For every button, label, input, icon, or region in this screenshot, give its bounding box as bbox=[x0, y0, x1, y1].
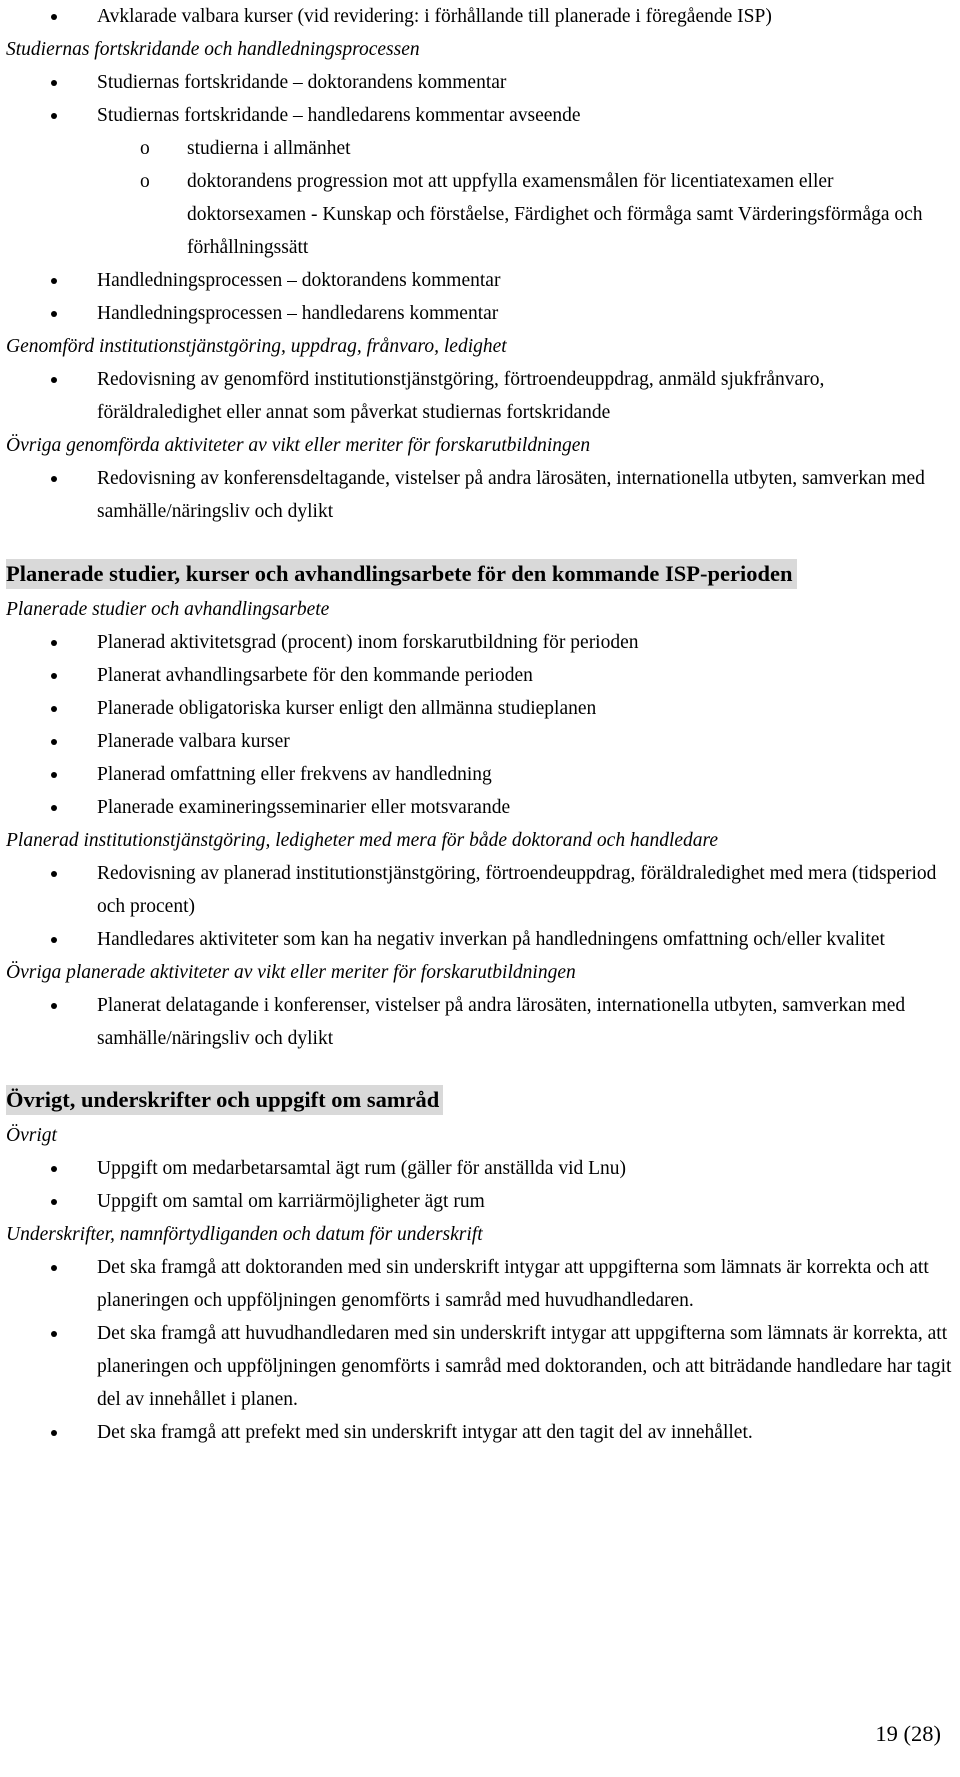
misc-list bbox=[6, 1152, 952, 1218]
sub-list-item bbox=[6, 165, 952, 264]
misc-section bbox=[6, 1119, 952, 1218]
planned-studies-list bbox=[6, 626, 952, 824]
planned-section-title-wrap bbox=[6, 559, 952, 593]
list-item: Det ska framgå att doktoranden med sin underskrift intygar att uppgifterna som lämnats är korrekta och att planeringen och uppföljningen genomförts i samråd med huvudhandledaren. bbox=[6, 1251, 952, 1317]
list-item: Planerade obligatoriska kurser enligt den allmänna studieplanen bbox=[6, 692, 952, 725]
list-item: Redovisning av genomförd institutionstjänstgöring, förtroendeuppdrag, anmäld sjukfrånvaro, föräldraledighet eller annat som påverkat studiernas fortskridande bbox=[6, 363, 952, 429]
planned-studies-heading: Planerade studier och avhandlingsarbete bbox=[6, 599, 330, 620]
list-item: Det ska framgå att prefekt med sin underskrift intygar att den tagit del av innehållet. bbox=[6, 1416, 952, 1449]
intro-section bbox=[6, 0, 952, 33]
list-item: Handledningsprocessen – doktorandens kommentar bbox=[6, 264, 952, 297]
planned-service-list bbox=[6, 857, 952, 956]
list-item: Planerat avhandlingsarbete för den kommande perioden bbox=[6, 659, 952, 692]
service-section bbox=[6, 330, 952, 429]
intro-list bbox=[6, 0, 952, 33]
planned-other-section bbox=[6, 956, 952, 1055]
list-item: Studiernas fortskridande – doktorandens kommentar bbox=[6, 66, 952, 99]
planned-service-heading: Planerad institutionstjänstgöring, ledigheter med mera för både doktorand och handledare bbox=[6, 830, 719, 851]
sub-bullet-marker: o bbox=[140, 171, 150, 192]
progress-section bbox=[6, 33, 952, 330]
list-item: Planerad aktivitetsgrad (procent) inom forskarutbildning för perioden bbox=[6, 626, 952, 659]
list-item: Uppgift om samtal om karriärmöjligheter ägt rum bbox=[6, 1185, 952, 1218]
misc-heading: Övrigt bbox=[6, 1125, 57, 1146]
progress-heading: Studiernas fortskridande och handledningsprocessen bbox=[6, 39, 420, 60]
list-item: Studiernas fortskridande – handledarens kommentar avseende bbox=[6, 99, 952, 132]
other-activities-heading: Övriga genomförda aktiviteter av vikt eller meriter för forskarutbildningen bbox=[6, 435, 591, 456]
sub-list-item-text: doktorandens progression mot att uppfylla examensmålen för licentiatexamen eller doktorsexamen - Kunskap och förståelse, Färdighet och förmåga samt Värderingsförmåga och förhållningssätt bbox=[187, 171, 923, 258]
signatures-heading: Underskrifter, namnförtydliganden och datum för underskrift bbox=[6, 1224, 483, 1245]
sub-list-item bbox=[6, 132, 952, 165]
list-item: Planerat delatagande i konferenser, vistelser på andra lärosäten, internationella utbyten, samverkan med samhälle/näringsliv och dylikt bbox=[6, 989, 952, 1055]
list-item: Redovisning av konferensdeltagande, vistelser på andra lärosäten, internationella utbyten, samverkan med samhälle/näringsliv och dylikt bbox=[6, 462, 952, 528]
misc-section-title: Övrigt, underskrifter och uppgift om samråd bbox=[6, 1085, 443, 1115]
list-item: Det ska framgå att huvudhandledaren med sin underskrift intygar att uppgifterna som lämnats är korrekta, att planeringen och uppföljningen genomförts i samråd med doktoranden, och att biträdande handledare har tagit del av innehållet i planen. bbox=[6, 1317, 952, 1416]
planned-section-title: Planerade studier, kurser och avhandlingsarbete för den kommande ISP-perioden bbox=[6, 559, 797, 589]
list-item: Planerad omfattning eller frekvens av handledning bbox=[6, 758, 952, 791]
sub-list-item-text: studierna i allmänhet bbox=[187, 138, 351, 159]
list-item: Redovisning av planerad institutionstjänstgöring, förtroendeuppdrag, föräldraledighet med mera (tidsperiod och procent) bbox=[6, 857, 952, 923]
planned-service-section bbox=[6, 824, 952, 956]
sub-bullet-marker: o bbox=[140, 138, 150, 159]
list-item: Planerade valbara kurser bbox=[6, 725, 952, 758]
list-item: Uppgift om medarbetarsamtal ägt rum (gäller för anställda vid Lnu) bbox=[6, 1152, 952, 1185]
progress-list bbox=[6, 66, 952, 330]
list-item: Planerade examineringsseminarier eller motsvarande bbox=[6, 791, 952, 824]
planned-studies-section bbox=[6, 593, 952, 824]
other-activities-section bbox=[6, 429, 952, 528]
page-number: 19 (28) bbox=[875, 1721, 941, 1746]
signatures-section bbox=[6, 1218, 952, 1449]
service-list bbox=[6, 363, 952, 429]
planned-other-list bbox=[6, 989, 952, 1055]
signatures-list bbox=[6, 1251, 952, 1449]
other-activities-list bbox=[6, 462, 952, 528]
list-item: Handledares aktiviteter som kan ha negativ inverkan på handledningens omfattning och/eller kvalitet bbox=[6, 923, 952, 956]
list-item: Handledningsprocessen – handledarens kommentar bbox=[6, 297, 952, 330]
planned-other-heading: Övriga planerade aktiviteter av vikt eller meriter för forskarutbildningen bbox=[6, 962, 576, 983]
misc-section-title-wrap bbox=[6, 1085, 952, 1119]
service-heading: Genomförd institutionstjänstgöring, uppdrag, frånvaro, ledighet bbox=[6, 336, 507, 357]
list-item: Avklarade valbara kurser (vid revidering: i förhållande till planerade i föregående ISP) bbox=[6, 0, 952, 33]
